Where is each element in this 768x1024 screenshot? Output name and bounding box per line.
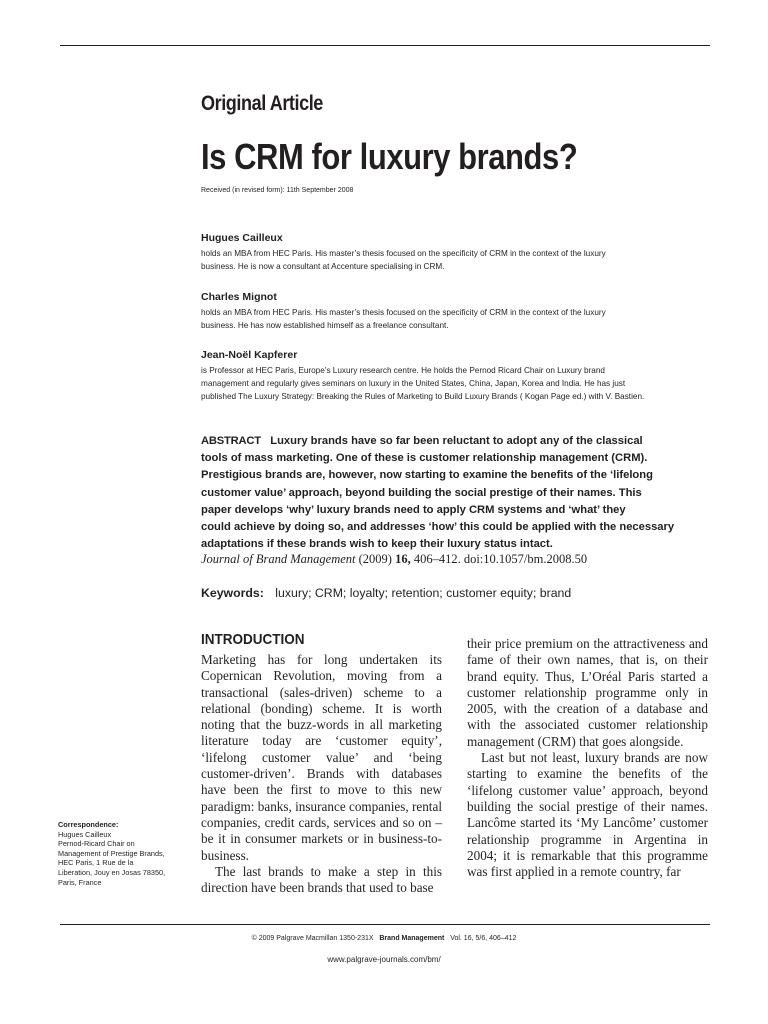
article-title: Is CRM for luxury brands? bbox=[201, 136, 578, 177]
correspondence-line: Paris, France bbox=[58, 877, 102, 887]
citation-year: (2009) bbox=[358, 552, 392, 566]
abstract-line: Luxury brands have so far been reluctant to adopt any of the classical bbox=[270, 435, 643, 447]
abstract-line: adaptations if these brands wish to keep their luxury status intact. bbox=[201, 538, 553, 551]
correspondence-line: HEC Paris, 1 Rue de la bbox=[58, 858, 134, 868]
author-bio-line: is Professor at HEC Paris, Europe’s Luxury research centre. He holds the Pernod Ricard Chair on Luxury brand bbox=[201, 366, 605, 375]
author-bio-line: holds an MBA from HEC Paris. His master’s thesis focused on the specificity of CRM in the context of the luxury bbox=[201, 308, 606, 317]
body-paragraph: Last but not least, luxury brands are now starting to examine the benefits of the ‘lifelong customer value’ approach, beyond building the social prestige of their names. Lancôme started its ‘My Lancôme’ customer relationship programme in Argentina in 2004; it is remarkable that this programme was first applied in a remote country, far bbox=[467, 750, 708, 880]
footer-copyright bbox=[0, 935, 768, 942]
journal-name: Journal of Brand Management bbox=[201, 552, 356, 566]
body-paragraph: Marketing has for long undertaken its Copernican Revolution, moving from a transactional (sales-driven) scheme to a relational (bonding) scheme. It is worth noting that the buzz-words in all marketing literature today are ‘customer equity’, ‘lifelong customer value’ and ‘being customer-driven’. Brands with databases have been the first to move to this new paradigm: banks, insurance companies, rental companies, credit cards, services and so on – be it in consumer markets or in business-to-business. bbox=[201, 652, 442, 863]
body-column-left bbox=[201, 652, 442, 896]
author-bio-line: management and regularly gives seminars on luxury in the United States, China, Japan, Korea and India. He has just bbox=[201, 379, 626, 388]
section-heading: INTRODUCTION bbox=[201, 631, 305, 648]
author-bio bbox=[201, 306, 721, 332]
correspondence-line: Management of Prestige Brands, bbox=[58, 848, 165, 858]
author-block bbox=[201, 232, 721, 273]
body-paragraph: their price premium on the attractiveness and fame of their own names, that is, on their brand equity. Thus, L’Oréal Paris started a customer relationship programme only in 2005, with the creation of a database and with the associated customer relationship management (CRM) that goes alongside. bbox=[467, 636, 708, 749]
keywords bbox=[201, 586, 721, 600]
copyright-text: © 2009 Palgrave Macmillan 1350-231X bbox=[251, 935, 374, 942]
keywords-text: luxury; CRM; loyalty; retention; customer equity; brand bbox=[275, 586, 572, 600]
correspondence-line: Liberation, Jouy en Josas 78350, bbox=[58, 867, 166, 877]
abstract-line: could achieve by doing so, and addresses ‘how’ this could be applied with the necessary bbox=[201, 521, 675, 534]
abstract-line: tools of mass marketing. One of these is customer relationship management (CRM). bbox=[201, 452, 648, 465]
abstract-line: Prestigious brands are, however, now starting to examine the benefits of the ‘lifelong bbox=[201, 469, 653, 482]
received-date: Received (in revised form): 11th September 2008 bbox=[201, 187, 354, 194]
footer-url[interactable]: www.palgrave-journals.com/bm/ bbox=[327, 955, 441, 964]
author-bio-line: business. He has now established himself as a freelance consultant. bbox=[201, 321, 449, 330]
body-column-right bbox=[467, 636, 708, 880]
top-rule bbox=[60, 45, 710, 46]
author-bio-line: published The Luxury Strategy: Breaking the Rules of Marketing to Build Luxury Brands ( Kogan Page ed.) with V. Bastien. bbox=[201, 392, 645, 401]
keywords-label: Keywords: bbox=[201, 586, 264, 600]
correspondence-label: Correspondence: bbox=[58, 820, 119, 829]
author-name: Hugues Cailleux bbox=[201, 232, 283, 244]
citation bbox=[201, 552, 721, 567]
footer-volume: Vol. 16, 5/6, 406–412 bbox=[450, 935, 517, 942]
author-bio bbox=[201, 247, 721, 273]
bottom-rule bbox=[60, 924, 710, 925]
author-block bbox=[201, 349, 721, 403]
correspondence-line: Pernod-Ricard Chair on bbox=[58, 839, 135, 849]
section-label: Original Article bbox=[201, 92, 323, 115]
author-name: Charles Mignot bbox=[201, 291, 277, 303]
abstract-line: paper develops ‘why’ luxury brands need to apply CRM systems and ‘what’ they bbox=[201, 503, 626, 516]
author-bio bbox=[201, 364, 721, 403]
author-name: Jean-Noël Kapferer bbox=[201, 349, 298, 361]
correspondence-line: Hugues Cailleux bbox=[58, 829, 112, 839]
body-paragraph: The last brands to make a step in this direction have been brands that used to base bbox=[201, 863, 442, 896]
author-bio-line: business. He is now a consultant at Accenture specialising in CRM. bbox=[201, 262, 445, 271]
author-block bbox=[201, 291, 721, 332]
abstract-heading: ABSTRACT bbox=[201, 435, 261, 447]
citation-volume: 16, bbox=[395, 552, 411, 566]
abstract-line: customer value’ approach, beyond building the social prestige of their names. This bbox=[201, 486, 642, 499]
correspondence bbox=[58, 820, 208, 887]
abstract bbox=[201, 433, 721, 553]
citation-doi: 406–412. doi:10.1057/bm.2008.50 bbox=[413, 552, 588, 566]
footer-journal: Brand Management bbox=[379, 935, 445, 942]
author-bio-line: holds an MBA from HEC Paris. His master’s thesis focused on the specificity of CRM in the context of the luxury bbox=[201, 249, 606, 258]
